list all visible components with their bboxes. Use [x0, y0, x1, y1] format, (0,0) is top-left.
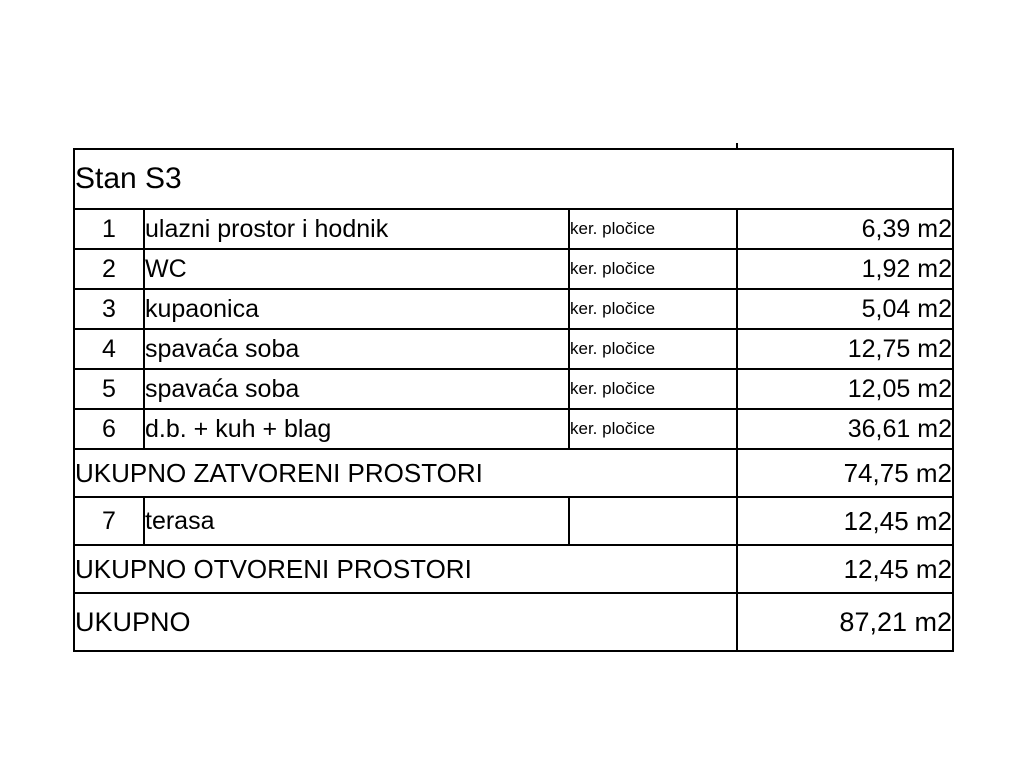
grand-total-row: [74, 593, 953, 651]
closed-areas-total-row: [74, 449, 953, 497]
apartment-area-table-wrapper: [73, 148, 952, 652]
open-areas-total-row: [74, 545, 953, 593]
row-number: 4: [74, 329, 144, 369]
room-material: ker. pločice: [569, 249, 737, 289]
table-row: [74, 329, 953, 369]
room-material: ker. pločice: [569, 289, 737, 329]
room-material: ker. pločice: [569, 329, 737, 369]
table-row: [74, 249, 953, 289]
row-number: 7: [74, 497, 144, 545]
room-material: ker. pločice: [569, 409, 737, 449]
row-number: 5: [74, 369, 144, 409]
table-row: [74, 289, 953, 329]
table-title-row: [74, 149, 953, 209]
room-name: d.b. + kuh + blag: [144, 409, 569, 449]
apartment-area-table: [73, 148, 954, 652]
closed-areas-total-area: 74,75 m2: [737, 449, 953, 497]
room-material: [569, 497, 737, 545]
room-name: ulazni prostor i hodnik: [144, 209, 569, 249]
grand-total-area: 87,21 m2: [737, 593, 953, 651]
room-area: 6,39 m2: [737, 209, 953, 249]
table-row: [74, 409, 953, 449]
room-name: terasa: [144, 497, 569, 545]
room-material: ker. pločice: [569, 209, 737, 249]
closed-areas-total-label: UKUPNO ZATVORENI PROSTORI: [74, 449, 737, 497]
room-area: 1,92 m2: [737, 249, 953, 289]
room-area: 12,75 m2: [737, 329, 953, 369]
room-name: WC: [144, 249, 569, 289]
open-areas-total-area: 12,45 m2: [737, 545, 953, 593]
row-number: 1: [74, 209, 144, 249]
table-row: [74, 369, 953, 409]
apartment-title: Stan S3: [74, 149, 953, 209]
room-name: kupaonica: [144, 289, 569, 329]
row-number: 6: [74, 409, 144, 449]
table-row: [74, 209, 953, 249]
room-name: spavaća soba: [144, 369, 569, 409]
open-areas-total-label: UKUPNO OTVORENI PROSTORI: [74, 545, 737, 593]
row-number: 2: [74, 249, 144, 289]
room-material: ker. pločice: [569, 369, 737, 409]
room-area: 12,05 m2: [737, 369, 953, 409]
table-row-terrace: [74, 497, 953, 545]
room-area: 5,04 m2: [737, 289, 953, 329]
grand-total-label: UKUPNO: [74, 593, 737, 651]
room-area: 36,61 m2: [737, 409, 953, 449]
room-area: 12,45 m2: [737, 497, 953, 545]
row-number: 3: [74, 289, 144, 329]
room-name: spavaća soba: [144, 329, 569, 369]
